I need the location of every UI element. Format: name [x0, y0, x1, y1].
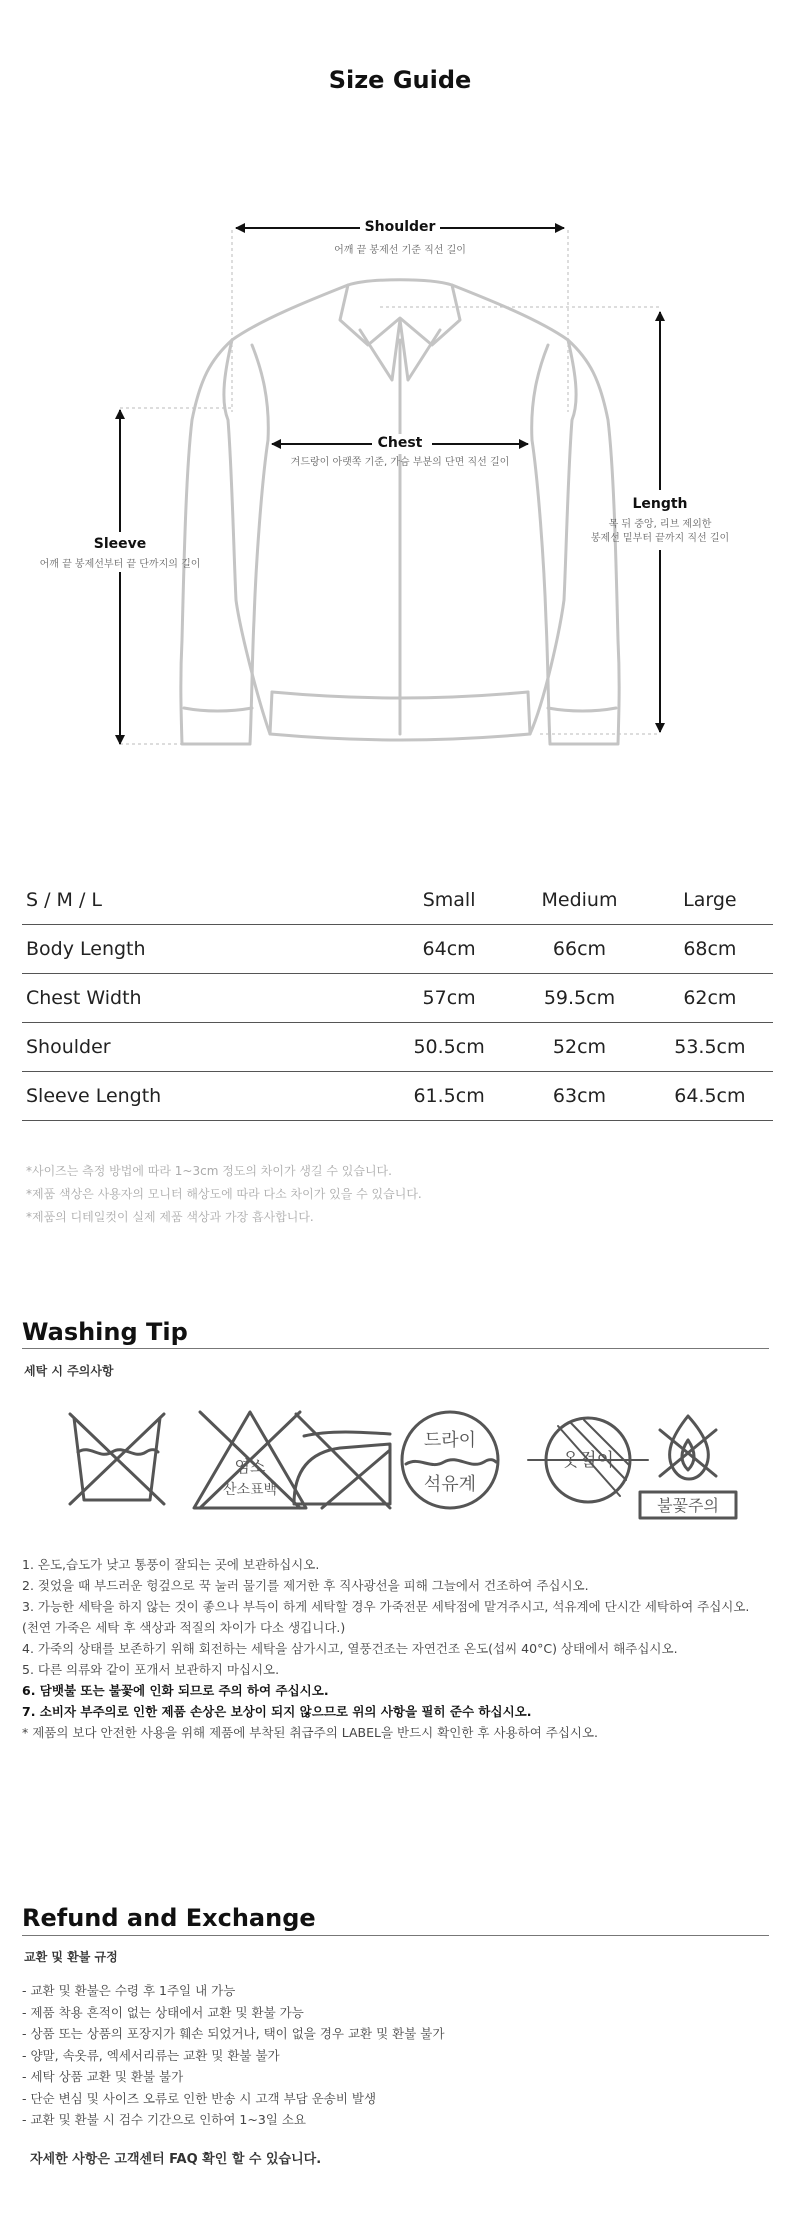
dry-text-2: 석유계 [423, 1474, 477, 1495]
refund-divider [22, 1935, 769, 1936]
size-note: *제품 색상은 사용자의 모니터 해상도에 따라 다소 차이가 있을 수 있습니다. [26, 1187, 422, 1201]
list-item: 5. 다른 의류와 같이 포개서 보관하지 마십시오. [22, 1662, 280, 1677]
shoulder-label: Shoulder [364, 219, 436, 235]
guide-lines [120, 230, 660, 744]
row-value: 59.5cm [512, 974, 647, 1023]
refund-title: Refund and Exchange [22, 1904, 316, 1932]
washing-instructions [22, 1554, 782, 1743]
shoulder-desc: 어깨 끝 봉제선 기준 직선 길이 [334, 245, 466, 256]
list-item: - 양말, 속옷류, 엑세서리류는 교환 및 환불 불가 [22, 2047, 280, 2063]
no-wash-icon [70, 1414, 164, 1504]
row-value: 66cm [512, 925, 647, 974]
bleach-text-1: 염소 [234, 1457, 266, 1476]
list-item: 6. 담뱃불 또는 불꽃에 인화 되므로 주의 하여 주십시오. [22, 1683, 329, 1698]
list-item: 4. 가죽의 상태를 보존하기 위해 회전하는 세탁을 삼가시고, 열풍건조는 자연건조 온도(섭씨 40°C) 상태에서 해주십시오. [22, 1641, 678, 1656]
size-header-label: S / M / L [22, 876, 386, 925]
list-item: - 교환 및 환불 시 검수 기간으로 인하여 1~3일 소요 [22, 2112, 307, 2127]
row-name: Sleeve Length [22, 1072, 386, 1121]
sleeve-label: Sleeve [93, 536, 147, 552]
washing-title: Washing Tip [22, 1318, 188, 1346]
list-item: - 교환 및 환불은 수령 후 1주일 내 가능 [22, 1983, 236, 1998]
row-value: 53.5cm [647, 1023, 773, 1072]
table-row [22, 1072, 773, 1121]
no-iron-icon [294, 1414, 390, 1508]
jacket-diagram [0, 0, 800, 760]
row-value: 62cm [647, 974, 773, 1023]
table-row [22, 974, 773, 1023]
row-name: Body Length [22, 925, 386, 974]
bleach-text-2: 산소표백 [222, 1482, 278, 1498]
list-item: - 상품 또는 상품의 포장지가 훼손 되었거나, 택이 없을 경우 교환 및 환불 불가 [22, 2026, 445, 2041]
size-header-medium: Medium [512, 876, 647, 925]
length-desc-2: 봉제선 밑부터 끝까지 직선 길이 [590, 533, 730, 544]
list-item: * 제품의 보다 안전한 사용을 위해 제품에 부착된 취급주의 LABEL을 반드시 확인한 후 사용하여 주십시오. [22, 1725, 599, 1740]
row-name: Shoulder [22, 1023, 386, 1072]
size-note: *제품의 디테일컷이 실제 제품 색상과 가장 흡사합니다. [26, 1210, 314, 1224]
washing-divider [22, 1348, 769, 1349]
size-header-small: Small [386, 876, 512, 925]
row-value: 68cm [647, 925, 773, 974]
row-value: 63cm [512, 1072, 647, 1121]
row-value: 57cm [386, 974, 512, 1023]
care-icons [60, 1400, 740, 1520]
length-label: Length [632, 496, 688, 512]
row-value: 64cm [386, 925, 512, 974]
list-item: 3. 가능한 세탁을 하지 않는 것이 좋으나 부득이 하게 세탁할 경우 가죽전문 세탁점에 맡겨주시고, 석유계에 단시간 세탁하여 주십시오. [22, 1599, 750, 1614]
row-value: 50.5cm [386, 1023, 512, 1072]
list-item: - 단순 변심 및 사이즈 오류로 인한 반송 시 고객 부담 운송비 발생 [22, 2090, 377, 2106]
row-name: Chest Width [22, 974, 386, 1023]
size-table [22, 876, 773, 1121]
dry-text-1: 드라이 [423, 1430, 477, 1451]
fire-text: 불꽃주의 [657, 1496, 719, 1515]
row-value: 61.5cm [386, 1072, 512, 1121]
size-note: *사이즈는 측정 방법에 따라 1~3cm 정도의 차이가 생길 수 있습니다. [26, 1164, 392, 1178]
list-item: 1. 온도,습도가 낮고 통풍이 잘되는 곳에 보관하십시오. [22, 1557, 320, 1572]
list-item: - 제품 착용 흔적이 없는 상태에서 교환 및 환불 가능 [22, 2004, 304, 2020]
length-desc-1: 목 뒤 중앙, 리브 제외한 [608, 519, 712, 530]
row-value: 64.5cm [647, 1072, 773, 1121]
washing-subtitle: 세탁 시 주의사항 [24, 1364, 114, 1378]
size-table-header [22, 876, 773, 925]
jacket-outline [181, 280, 619, 744]
list-item: - 세탁 상품 교환 및 환불 불가 [22, 2069, 184, 2084]
chest-desc: 겨드랑이 아랫쪽 기준, 가슴 부분의 단면 직선 길이 [290, 457, 510, 468]
list-item: (천연 가죽은 세탁 후 색상과 적질의 차이가 다소 생깁니다.) [22, 1620, 346, 1635]
row-value: 52cm [512, 1023, 647, 1072]
sleeve-desc: 어깨 끝 봉제선부터 끝 단까지의 길이 [39, 559, 201, 570]
size-header-large: Large [647, 876, 773, 925]
chest-label: Chest [377, 435, 423, 451]
list-item: 2. 젖었을 때 부드러운 헝겊으로 꾹 눌러 물기를 제거한 후 직사광선을 피해 그늘에서 건조하여 주십시오. [22, 1578, 589, 1593]
table-row [22, 1023, 773, 1072]
refund-footer: 자세한 사항은 고객센터 FAQ 확인 할 수 있습니다. [30, 2152, 322, 2167]
refund-rules [22, 1980, 444, 2131]
refund-subtitle: 교환 및 환불 규정 [24, 1950, 118, 1964]
page-title: Size Guide [328, 66, 472, 94]
hanger-text: 옷걸이 [561, 1450, 615, 1471]
table-row [22, 925, 773, 974]
size-notes [26, 1160, 422, 1229]
list-item: 7. 소비자 부주의로 인한 제품 손상은 보상이 되지 않으므로 위의 사항을 필히 준수 하십시오. [22, 1704, 532, 1719]
